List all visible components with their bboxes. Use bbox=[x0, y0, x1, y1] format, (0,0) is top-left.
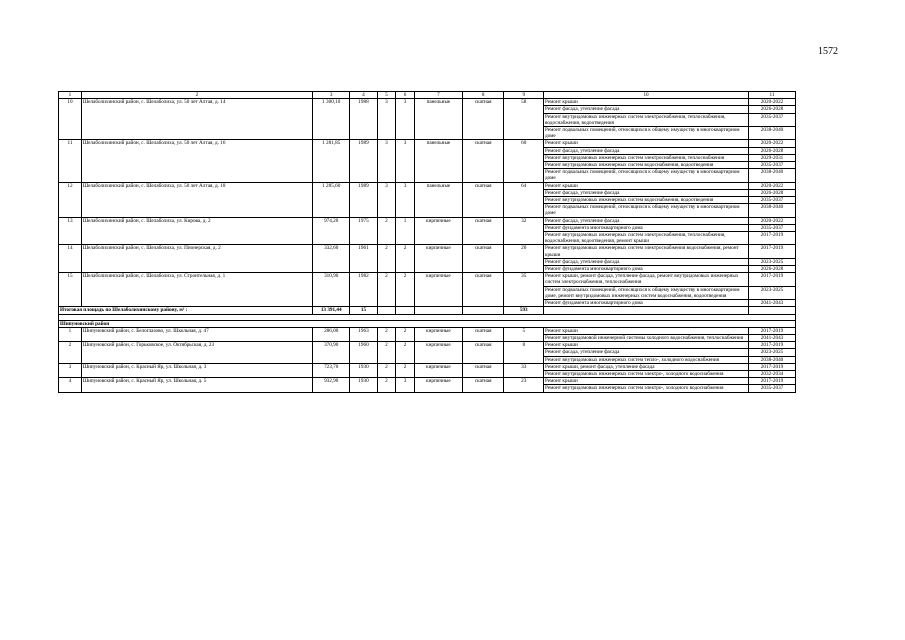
work-period-cell: 2023-2025 bbox=[749, 258, 796, 265]
column-number-cell: 2 bbox=[81, 92, 312, 99]
work-type-cell: Ремонт внутридомовых инженерных систем электроснабжения, теплоснабжения, водоснабжения, водоотведения bbox=[544, 113, 749, 126]
walls-cell: панельные bbox=[414, 140, 462, 182]
table-body bbox=[59, 92, 796, 393]
walls-cell: кирпичные bbox=[414, 378, 462, 392]
work-period-cell: 2041-2043 bbox=[749, 334, 796, 341]
residents-cell: 23 bbox=[504, 378, 544, 392]
roof-cell: скатная bbox=[462, 342, 504, 364]
entrances-cell: 2 bbox=[396, 342, 415, 364]
area-cell: 286,00 bbox=[312, 327, 349, 341]
table-row bbox=[59, 140, 796, 147]
floors-cell: 2 bbox=[377, 363, 396, 377]
area-cell: 332,60 bbox=[312, 245, 349, 273]
table-row bbox=[59, 327, 796, 334]
floors-cell: 3 bbox=[377, 182, 396, 217]
table-row bbox=[59, 378, 796, 385]
address-cell: Шипуновский район, с. Красный Яр, ул. Школьная, д. 5 bbox=[81, 378, 312, 392]
row-number-cell: 2 bbox=[59, 342, 82, 364]
work-type-cell: Ремонт крыши bbox=[544, 182, 749, 189]
work-type-cell: Ремонт фасада, утепление фасада bbox=[544, 258, 749, 265]
housing-register-table bbox=[58, 91, 796, 393]
empty-cell bbox=[377, 307, 396, 314]
entrances-cell: 2 bbox=[396, 327, 415, 341]
empty-cell bbox=[462, 307, 504, 314]
work-period-cell: 2017-2019 bbox=[749, 378, 796, 385]
roof-cell: скатная bbox=[462, 217, 504, 245]
work-period-cell: 2035-2037 bbox=[749, 385, 796, 392]
work-period-cell: 2026-2028 bbox=[749, 106, 796, 113]
area-cell: 1 285,60 bbox=[312, 182, 349, 217]
work-type-cell: Ремонт крыши bbox=[544, 378, 749, 385]
residents-cell: 60 bbox=[504, 140, 544, 182]
work-type-cell: Ремонт внутридомовых инженерных систем электроснабжения, теплоснабжения, водоснабжения, водоотведения, ремонт крыши bbox=[544, 232, 749, 245]
work-period-cell: 2038-2040 bbox=[749, 169, 796, 182]
entrances-cell: 2 bbox=[396, 245, 415, 273]
row-number-cell: 13 bbox=[59, 217, 82, 245]
area-cell: 1 281,85 bbox=[312, 140, 349, 182]
column-number-cell: 8 bbox=[462, 92, 504, 99]
residents-cell: 20 bbox=[504, 245, 544, 273]
work-type-cell: Ремонт крыши bbox=[544, 140, 749, 147]
work-period-cell: 2017-2019 bbox=[749, 363, 796, 370]
work-period-cell: 2017-2019 bbox=[749, 273, 796, 286]
work-period-cell: 2038-2040 bbox=[749, 204, 796, 217]
year-cell: 1982 bbox=[350, 273, 377, 307]
area-cell: 1 300,10 bbox=[312, 99, 349, 140]
work-type-cell: Ремонт фасада, утепление фасада bbox=[544, 349, 749, 356]
address-cell: Шелаболихинский район, с. Шелаболиха, ул. 50 лет Алтая, д. 18 bbox=[81, 182, 312, 217]
walls-cell: кирпичные bbox=[414, 217, 462, 245]
entrances-cell: 1 bbox=[396, 217, 415, 245]
total-count-cell: 15 bbox=[350, 307, 377, 314]
work-period-cell: 2035-2037 bbox=[749, 197, 796, 204]
row-number-cell: 3 bbox=[59, 363, 82, 377]
column-number-cell: 9 bbox=[504, 92, 544, 99]
work-type-cell: Ремонт внутридомовых инженерных систем водоснабжения, водоотведения bbox=[544, 162, 749, 169]
total-row bbox=[59, 307, 796, 314]
area-cell: 932,90 bbox=[312, 378, 349, 392]
entrances-cell: 3 bbox=[396, 99, 415, 140]
floors-cell: 3 bbox=[377, 140, 396, 182]
column-number-cell: 10 bbox=[544, 92, 749, 99]
total-residents-cell: 593 bbox=[504, 307, 544, 314]
page-number: 1572 bbox=[818, 46, 838, 57]
roof-cell: скатная bbox=[462, 182, 504, 217]
year-cell: 1963 bbox=[350, 327, 377, 341]
work-period-cell: 2035-2037 bbox=[749, 113, 796, 126]
work-type-cell: Ремонт фасада, утепление фасада bbox=[544, 147, 749, 154]
work-period-cell: 2029-2031 bbox=[749, 154, 796, 161]
work-period-cell: 2020-2022 bbox=[749, 99, 796, 106]
table-row bbox=[59, 182, 796, 189]
work-type-cell: Ремонт фасада, утепление фасада bbox=[544, 189, 749, 196]
address-cell: Шелаболихинский район, с. Шелаболиха, ул. 50 лет Алтая, д. 16 bbox=[81, 140, 312, 182]
empty-cell bbox=[544, 307, 749, 314]
year-cell: 1930 bbox=[350, 378, 377, 392]
district-header-row bbox=[59, 320, 796, 327]
area-cell: 310,90 bbox=[312, 273, 349, 307]
work-period-cell: 2038-2040 bbox=[749, 127, 796, 140]
row-number-cell: 11 bbox=[59, 140, 82, 182]
work-type-cell: Ремонт внутридомовой инженерной системы холодного водоснабжения, теплоснабжения bbox=[544, 334, 749, 341]
roof-cell: скатная bbox=[462, 140, 504, 182]
floors-cell: 2 bbox=[377, 327, 396, 341]
work-type-cell: Ремонт крыши bbox=[544, 327, 749, 334]
work-type-cell: Ремонт внутридомовых инженерных систем водоснабжения, водоотведения bbox=[544, 197, 749, 204]
year-cell: 1989 bbox=[350, 140, 377, 182]
floors-cell: 2 bbox=[377, 245, 396, 273]
work-period-cell: 2038-2040 bbox=[749, 356, 796, 363]
area-cell: 974,20 bbox=[312, 217, 349, 245]
work-period-cell: 2020-2022 bbox=[749, 217, 796, 224]
address-cell: Шипуновский район, с. Горьковское, ул. Октябрьская, д. 23 bbox=[81, 342, 312, 364]
residents-cell: 35 bbox=[504, 273, 544, 307]
walls-cell: кирпичные bbox=[414, 363, 462, 377]
total-label-cell: Итоговая площадь по Шелаболихинскому району, м² : bbox=[59, 307, 313, 314]
residents-cell: 8 bbox=[504, 342, 544, 364]
walls-cell: кирпичные bbox=[414, 327, 462, 341]
residents-cell: 5 bbox=[504, 327, 544, 341]
column-number-cell: 4 bbox=[350, 92, 377, 99]
work-period-cell: 2017-2019 bbox=[749, 342, 796, 349]
work-type-cell: Ремонт фундамента многоквартирного дома bbox=[544, 266, 749, 273]
table-row bbox=[59, 363, 796, 370]
work-type-cell: Ремонт крыши bbox=[544, 99, 749, 106]
work-period-cell: 2023-2025 bbox=[749, 349, 796, 356]
work-period-cell: 2026-2028 bbox=[749, 266, 796, 273]
address-cell: Шипуновский район, с. Красный Яр, ул. Школьная, д. 3 bbox=[81, 363, 312, 377]
work-period-cell: 2023-2025 bbox=[749, 286, 796, 299]
work-type-cell: Ремонт крыши, ремонт фасада, утепление фасада, ремонт внутридомовых инженерных систем электроснабжения, теплоснабжения bbox=[544, 273, 749, 286]
work-period-cell: 2020-2022 bbox=[749, 140, 796, 147]
empty-cell bbox=[749, 307, 796, 314]
walls-cell: кирпичные bbox=[414, 342, 462, 364]
year-cell: 1988 bbox=[350, 99, 377, 140]
district-name-cell: Шипуновский район bbox=[59, 320, 796, 327]
column-number-cell: 11 bbox=[749, 92, 796, 99]
address-cell: Шелаболихинский район, с. Шелаболиха, ул. Кирова, д. 2 bbox=[81, 217, 312, 245]
address-cell: Шипуновский район, с. Белоглазово, ул. Школьная, д. 47 bbox=[81, 327, 312, 341]
year-cell: 1960 bbox=[350, 342, 377, 364]
address-cell: Шелаболихинский район, с. Шелаболиха, ул. Пионерская, д. 2 bbox=[81, 245, 312, 273]
work-period-cell: 2041-2043 bbox=[749, 300, 796, 307]
work-type-cell: Ремонт фундамента многоквартирного дома bbox=[544, 224, 749, 231]
work-type-cell: Ремонт внутридомовых инженерных систем электро-, холодного водоснабжения bbox=[544, 370, 749, 377]
row-number-cell: 1 bbox=[59, 327, 82, 341]
roof-cell: скатная bbox=[462, 363, 504, 377]
area-cell: 723,70 bbox=[312, 363, 349, 377]
work-period-cell: 2017-2019 bbox=[749, 245, 796, 258]
work-type-cell: Ремонт фундамента многоквартирного дома bbox=[544, 300, 749, 307]
column-number-cell: 5 bbox=[377, 92, 396, 99]
walls-cell: кирпичные bbox=[414, 273, 462, 307]
year-cell: 1930 bbox=[350, 363, 377, 377]
entrances-cell: 3 bbox=[396, 140, 415, 182]
work-period-cell: 2017-2019 bbox=[749, 327, 796, 334]
residents-cell: 32 bbox=[504, 217, 544, 245]
roof-cell: скатная bbox=[462, 378, 504, 392]
empty-cell bbox=[414, 307, 462, 314]
column-number-cell: 6 bbox=[396, 92, 415, 99]
floors-cell: 3 bbox=[377, 99, 396, 140]
entrances-cell: 2 bbox=[396, 363, 415, 377]
work-period-cell: 2026-2028 bbox=[749, 147, 796, 154]
total-area-cell: 13 391,44 bbox=[312, 307, 349, 314]
residents-cell: 58 bbox=[504, 99, 544, 140]
table-row bbox=[59, 217, 796, 224]
row-number-cell: 10 bbox=[59, 99, 82, 140]
work-type-cell: Ремонт внутридомовых инженерных систем электро-, холодного водоснабжения bbox=[544, 385, 749, 392]
column-number-cell: 7 bbox=[414, 92, 462, 99]
work-type-cell: Ремонт крыши, ремонт фасада, утепление фасада bbox=[544, 363, 749, 370]
work-type-cell: Ремонт подвальных помещений, относящихся к общему имуществу в многоквартирном доме bbox=[544, 169, 749, 182]
column-number-row bbox=[59, 92, 796, 99]
table-row bbox=[59, 245, 796, 258]
work-type-cell: Ремонт фасада, утепление фасада bbox=[544, 217, 749, 224]
entrances-cell: 3 bbox=[396, 182, 415, 217]
roof-cell: скатная bbox=[462, 327, 504, 341]
table-row bbox=[59, 273, 796, 286]
floors-cell: 2 bbox=[377, 378, 396, 392]
row-number-cell: 12 bbox=[59, 182, 82, 217]
work-period-cell: 2035-2037 bbox=[749, 162, 796, 169]
roof-cell: скатная bbox=[462, 273, 504, 307]
residents-cell: 33 bbox=[504, 363, 544, 377]
table-row bbox=[59, 342, 796, 349]
residents-cell: 64 bbox=[504, 182, 544, 217]
work-period-cell: 2017-2019 bbox=[749, 232, 796, 245]
roof-cell: скатная bbox=[462, 245, 504, 273]
year-cell: 1975 bbox=[350, 217, 377, 245]
year-cell: 1961 bbox=[350, 245, 377, 273]
work-period-cell: 2020-2022 bbox=[749, 182, 796, 189]
row-number-cell: 4 bbox=[59, 378, 82, 392]
entrances-cell: 2 bbox=[396, 273, 415, 307]
floors-cell: 2 bbox=[377, 217, 396, 245]
walls-cell: панельные bbox=[414, 99, 462, 140]
work-type-cell: Ремонт фасада, утепление фасада bbox=[544, 106, 749, 113]
year-cell: 1989 bbox=[350, 182, 377, 217]
roof-cell: скатная bbox=[462, 99, 504, 140]
column-number-cell: 1 bbox=[59, 92, 82, 99]
work-type-cell: Ремонт подвальных помещений, относящихся к общему имуществу в многоквартирном доме, ремонт внутридомовых инженерных систем водоснабжения, водоотведения bbox=[544, 286, 749, 299]
work-type-cell: Ремонт подвальных помещений, относящихся к общему имуществу в многоквартирном доме bbox=[544, 127, 749, 140]
work-period-cell: 2032-2034 bbox=[749, 370, 796, 377]
area-cell: 370,90 bbox=[312, 342, 349, 364]
table-row bbox=[59, 99, 796, 106]
floors-cell: 2 bbox=[377, 342, 396, 364]
work-type-cell: Ремонт внутридомовых инженерных систем тепло-, холодного водоснабжения bbox=[544, 356, 749, 363]
work-period-cell: 2035-2037 bbox=[749, 224, 796, 231]
empty-cell bbox=[396, 307, 415, 314]
work-type-cell: Ремонт внутридомовых инженерных систем электроснабжения, теплоснабжения bbox=[544, 154, 749, 161]
work-type-cell: Ремонт внутридомовых инженерных систем электроснабжения водоснабжения, ремонт крыши bbox=[544, 245, 749, 258]
row-number-cell: 14 bbox=[59, 245, 82, 273]
floors-cell: 2 bbox=[377, 273, 396, 307]
address-cell: Шелаболихинский район, с. Шелаболиха, ул. Строительная, д. 1 bbox=[81, 273, 312, 307]
work-type-cell: Ремонт подвальных помещений, относящихся к общему имуществу в многоквартирном доме bbox=[544, 204, 749, 217]
walls-cell: панельные bbox=[414, 182, 462, 217]
work-type-cell: Ремонт крыши bbox=[544, 342, 749, 349]
row-number-cell: 15 bbox=[59, 273, 82, 307]
column-number-cell: 3 bbox=[312, 92, 349, 99]
walls-cell: кирпичные bbox=[414, 245, 462, 273]
entrances-cell: 3 bbox=[396, 378, 415, 392]
work-period-cell: 2026-2028 bbox=[749, 189, 796, 196]
address-cell: Шелаболихинский район, с. Шелаболиха, ул. 50 лет Алтая, д. 14 bbox=[81, 99, 312, 140]
